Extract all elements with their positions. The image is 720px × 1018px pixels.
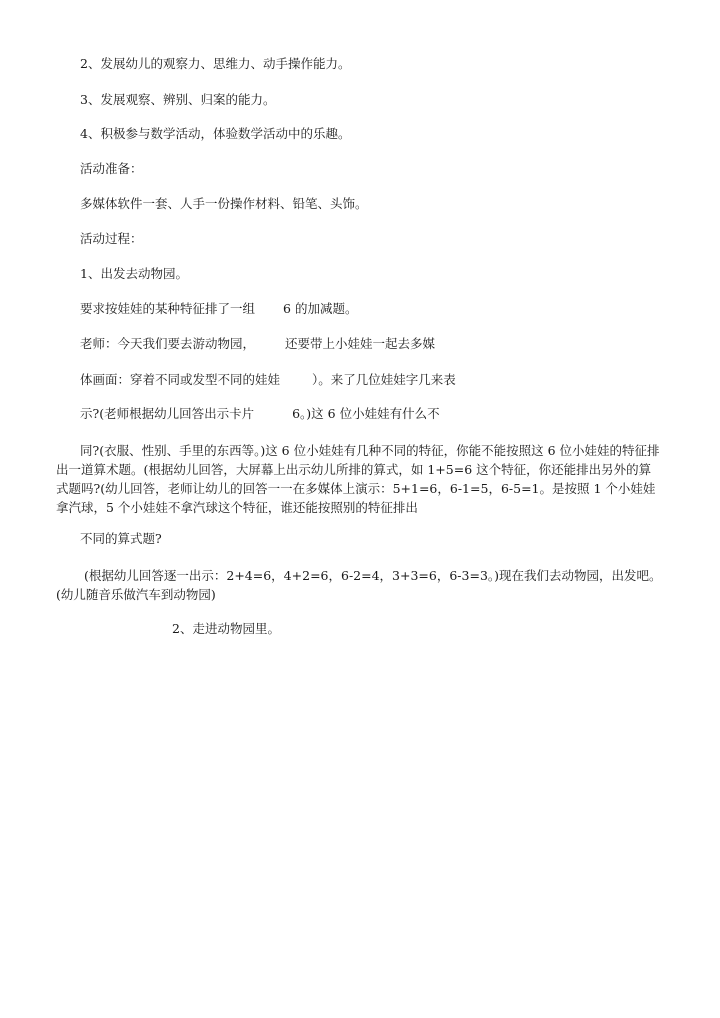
show-text-b: 6。)这 6 位小娃娃有什么不: [292, 406, 440, 421]
goal-2: 2、发展幼儿的观察力、思维力、动手操作能力。: [80, 56, 351, 71]
prep-heading: 活动准备：: [80, 161, 143, 176]
prep-text: 多媒体软件一套、人手一份操作材料、铅笔、头饰。: [80, 196, 368, 211]
answers-paragraph: (根据幼儿回答逐一出示：2+4=6，4+2=6，6-2=4，3+3=6，6-3=3。)现在我们去动物园，出发吧。(幼儿随音乐做汽车到动物园): [56, 568, 662, 602]
step-1: 1、出发去动物园。: [80, 266, 188, 281]
screen-text-a: 体画面：穿着不同或发型不同的娃娃: [80, 372, 281, 387]
requirement-text-b: 6 的加减题。: [283, 301, 358, 316]
show-text-a: 示?(老师根据幼儿回答出示卡片: [80, 406, 255, 421]
requirement-line: [80, 301, 357, 317]
teacher-text-b: 还要带上小娃娃一起去多媒: [285, 336, 436, 351]
different-question: 不同的算式题?: [80, 531, 162, 546]
screen-line: [80, 372, 456, 388]
goal-3: 3、发展观察、辨别、归案的能力。: [80, 92, 276, 107]
screen-text-b: ）。来了几位娃娃字几来表: [312, 372, 456, 387]
teacher-line: [80, 336, 435, 352]
requirement-text-a: 要求按娃娃的某种特征排了一组: [80, 301, 256, 316]
long-paragraph: 同?(衣服、性别、手里的东西等。)这 6 位小娃娃有几种不同的特征，你能不能按照这 6 位小娃娃的特征排出一道算术题。(根据幼儿回答，大屏幕上出示幼儿所排的算式，如 1+5=6 这个特征，你还能排出另外的算式题吗?(幼儿回答，老师让幼儿的回答一一在多媒体上演示：5+1=6，6-1=5，6-5=1。是按照 1 个小娃娃拿汽球，5 个小娃娃不拿汽球这个特征，谁还能按照别的特征排出: [56, 443, 660, 515]
show-line: [80, 406, 440, 422]
process-heading: 活动过程：: [80, 231, 143, 246]
teacher-text-a: 老师：今天我们要去游动物园，: [80, 336, 256, 351]
goal-4: 4、积极参与数学活动，体验数学活动中的乐趣。: [80, 126, 351, 141]
step-2: 2、走进动物园里。: [172, 621, 280, 636]
